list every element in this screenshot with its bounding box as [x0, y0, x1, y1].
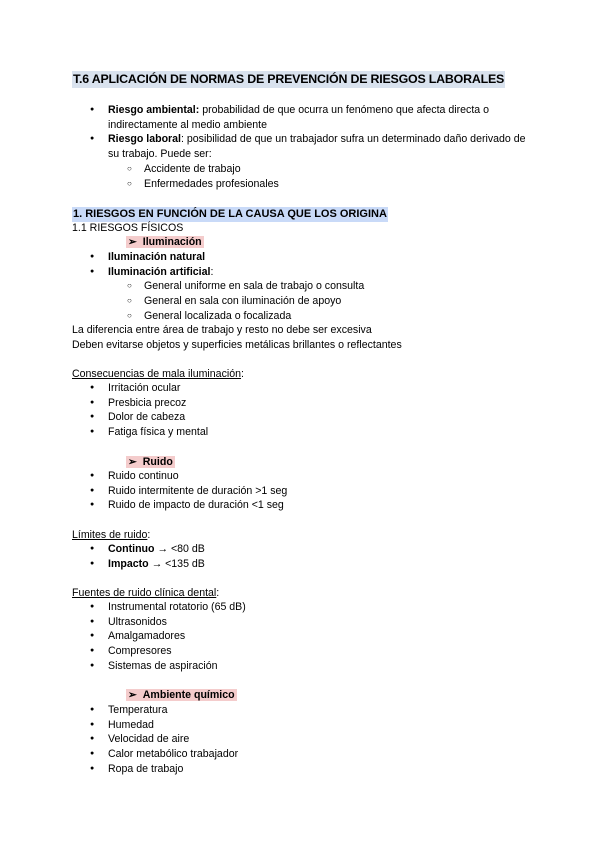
list-item: ● Ruido de impacto de duración <1 seg: [72, 498, 532, 513]
list-item: ● Presbicia precoz: [72, 396, 532, 411]
list-item: ● Iluminación artificial:: [72, 265, 532, 280]
list-item: ○ Accidente de trabajo: [72, 162, 532, 177]
list-item: ○ General localizada o focalizada: [72, 309, 532, 324]
paragraph: La diferencia entre área de trabajo y resto no debe ser excesiva: [72, 324, 372, 336]
consecuencias-list: [72, 381, 532, 440]
heading-iluminacion: ➢ Iluminación: [128, 236, 202, 248]
list-item: ● Calor metabólico trabajador: [72, 747, 532, 762]
list-item: ● Impacto → <135 dB: [72, 557, 532, 572]
heading-ruido: ➢ Ruido: [128, 456, 173, 468]
term-definition: : posibilidad de que un trabajador sufra un determinado daño derivado de su trabajo. Puede ser:: [108, 133, 526, 161]
list-item: ● Instrumental rotatorio (65 dB): [72, 600, 532, 615]
fuentes-list: [72, 600, 532, 674]
list-item: ○ Enfermedades profesionales: [72, 177, 532, 192]
list-item: ● Continuo → <80 dB: [72, 542, 532, 557]
ruido-list: [72, 469, 532, 513]
list-item: ● Ruido intermitente de duración >1 seg: [72, 484, 532, 499]
paragraph: Deben evitarse objetos y superficies metálicas brillantes o reflectantes: [72, 339, 402, 351]
list-item: ● Sistemas de aspiración: [72, 659, 532, 674]
subheading-consecuencias: Consecuencias de mala iluminación:: [72, 368, 244, 380]
list-item: ● Fatiga física y mental: [72, 425, 532, 440]
list-item-riesgo-ambiental: [72, 103, 532, 132]
list-item-riesgo-laboral: [72, 132, 532, 161]
document-title: T.6 APLICACIÓN DE NORMAS DE PREVENCIÓN DE RIESGOS LABORALES: [73, 72, 505, 86]
arrow-icon: ➢: [128, 689, 137, 701]
heading-ambiente-quimico: ➢ Ambiente químico: [128, 689, 235, 701]
list-item: ● Dolor de cabeza: [72, 410, 532, 425]
list-item: ● Velocidad de aire: [72, 732, 532, 747]
list-item: ○ General en sala con iluminación de apoyo: [72, 294, 532, 309]
list-item: ● Ultrasonidos: [72, 615, 532, 630]
subsection-heading: 1.1 RIESGOS FÍSICOS: [72, 222, 184, 234]
list-item: ● Ropa de trabajo: [72, 762, 532, 777]
term-label: Riesgo laboral: [108, 133, 181, 146]
arrow-icon: ➢: [128, 236, 137, 248]
list-item: ● Iluminación natural: [72, 250, 532, 265]
list-item: ● Humedad: [72, 718, 532, 733]
risk-definitions: [72, 103, 532, 191]
section-heading: 1. RIESGOS EN FUNCIÓN DE LA CAUSA QUE LOS ORIGINA: [73, 208, 387, 220]
list-item: ● Irritación ocular: [72, 381, 532, 396]
term-definition: probabilidad de que ocurra un fenómeno que afecta directa o indirectamente al medio ambiente: [108, 104, 490, 131]
arrow-icon: ➢: [128, 456, 137, 468]
iluminacion-list: [72, 250, 532, 324]
list-item: ● Amalgamadores: [72, 629, 532, 644]
term-label: Riesgo ambiental:: [108, 104, 200, 116]
quimico-list: [72, 703, 532, 777]
list-item: ○ General uniforme en sala de trabajo o consulta: [72, 279, 532, 294]
subheading-fuentes: Fuentes de ruido clínica dental:: [72, 587, 220, 599]
list-item: ● Ruido continuo: [72, 469, 532, 484]
limites-list: [72, 542, 532, 571]
list-item: ● Temperatura: [72, 703, 532, 718]
subheading-limites: Límites de ruido:: [72, 529, 151, 541]
list-item: ● Compresores: [72, 644, 532, 659]
